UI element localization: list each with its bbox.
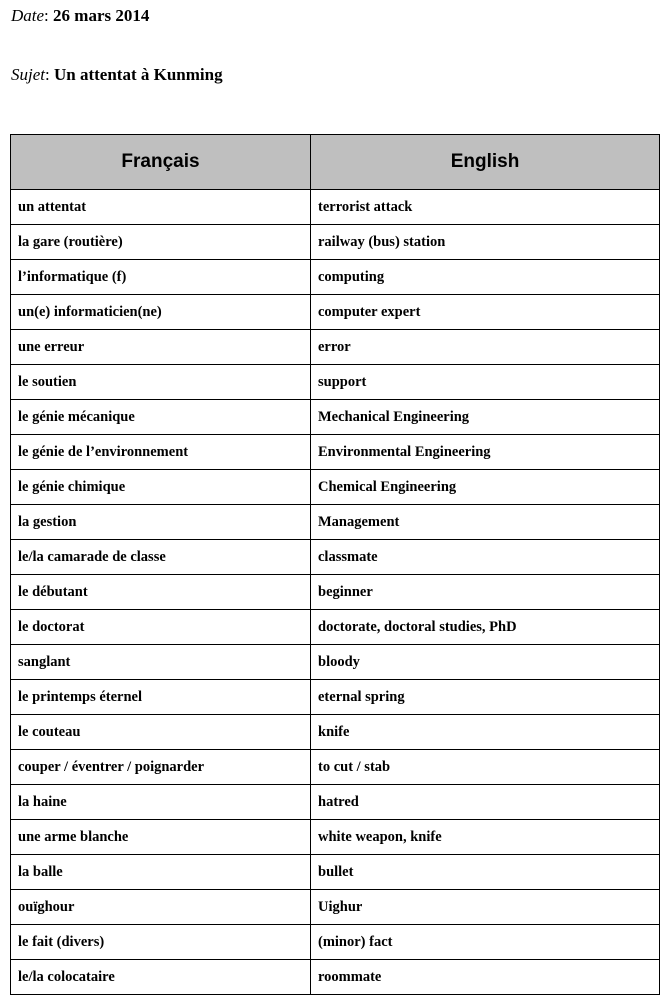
date-label: Date — [11, 6, 45, 25]
english-term-cell: computing — [311, 260, 660, 295]
table-row — [11, 400, 660, 435]
table-row — [11, 750, 660, 785]
english-term-cell: bloody — [311, 645, 660, 680]
table-header-row — [11, 135, 660, 190]
french-term-cell: le couteau — [11, 715, 311, 750]
table-row — [11, 820, 660, 855]
table-row — [11, 575, 660, 610]
french-term-cell: une erreur — [11, 330, 311, 365]
french-term-cell: un attentat — [11, 190, 311, 225]
table-row — [11, 540, 660, 575]
table-row — [11, 890, 660, 925]
english-term-cell: to cut / stab — [311, 750, 660, 785]
table-row — [11, 435, 660, 470]
french-term-cell: le génie chimique — [11, 470, 311, 505]
subject-line: Sujet: Un attentat à Kunming — [11, 65, 223, 84]
subject-label: Sujet — [11, 65, 45, 84]
table-row — [11, 645, 660, 680]
english-term-cell: Management — [311, 505, 660, 540]
english-term-cell: hatred — [311, 785, 660, 820]
english-term-cell: Chemical Engineering — [311, 470, 660, 505]
table-body — [11, 190, 660, 995]
english-term-cell: classmate — [311, 540, 660, 575]
french-term-cell: l’informatique (f) — [11, 260, 311, 295]
french-term-cell: le génie de l’environnement — [11, 435, 311, 470]
table-row — [11, 785, 660, 820]
french-term-cell: le soutien — [11, 365, 311, 400]
english-term-cell: Environmental Engineering — [311, 435, 660, 470]
english-term-cell: railway (bus) station — [311, 225, 660, 260]
french-term-cell: un(e) informaticien(ne) — [11, 295, 311, 330]
english-term-cell: eternal spring — [311, 680, 660, 715]
french-term-cell: le doctorat — [11, 610, 311, 645]
column-header-english: English — [311, 135, 660, 190]
table-row — [11, 225, 660, 260]
vocabulary-table — [10, 134, 660, 995]
table-row — [11, 925, 660, 960]
subject-value: Un attentat à Kunming — [53, 65, 223, 84]
column-header-french: Français — [11, 135, 311, 190]
table-row — [11, 260, 660, 295]
french-term-cell: couper / éventrer / poignarder — [11, 750, 311, 785]
table-row — [11, 470, 660, 505]
table-row — [11, 715, 660, 750]
date-value: 26 mars 2014 — [53, 6, 150, 25]
english-term-cell: knife — [311, 715, 660, 750]
english-term-cell: Uighur — [311, 890, 660, 925]
table-row — [11, 365, 660, 400]
english-term-cell: Mechanical Engineering — [311, 400, 660, 435]
english-term-cell: roommate — [311, 960, 660, 995]
table-row — [11, 610, 660, 645]
table-row — [11, 505, 660, 540]
french-term-cell: le fait (divers) — [11, 925, 311, 960]
date-line: Date: 26 mars 2014 — [11, 6, 150, 25]
english-term-cell: error — [311, 330, 660, 365]
table-row — [11, 960, 660, 995]
french-term-cell: la gestion — [11, 505, 311, 540]
english-term-cell: terrorist attack — [311, 190, 660, 225]
english-term-cell: (minor) fact — [311, 925, 660, 960]
french-term-cell: la balle — [11, 855, 311, 890]
french-term-cell: le/la camarade de classe — [11, 540, 311, 575]
french-term-cell: le/la colocataire — [11, 960, 311, 995]
french-term-cell: la haine — [11, 785, 311, 820]
english-term-cell: white weapon, knife — [311, 820, 660, 855]
french-term-cell: le débutant — [11, 575, 311, 610]
french-term-cell: une arme blanche — [11, 820, 311, 855]
english-term-cell: support — [311, 365, 660, 400]
table-row — [11, 330, 660, 365]
french-term-cell: ouïghour — [11, 890, 311, 925]
table-row — [11, 855, 660, 890]
english-term-cell: beginner — [311, 575, 660, 610]
table-row — [11, 680, 660, 715]
table-row — [11, 190, 660, 225]
english-term-cell: bullet — [311, 855, 660, 890]
table-row — [11, 295, 660, 330]
french-term-cell: sanglant — [11, 645, 311, 680]
english-term-cell: computer expert — [311, 295, 660, 330]
english-term-cell: doctorate, doctoral studies, PhD — [311, 610, 660, 645]
french-term-cell: la gare (routière) — [11, 225, 311, 260]
french-term-cell: le génie mécanique — [11, 400, 311, 435]
french-term-cell: le printemps éternel — [11, 680, 311, 715]
